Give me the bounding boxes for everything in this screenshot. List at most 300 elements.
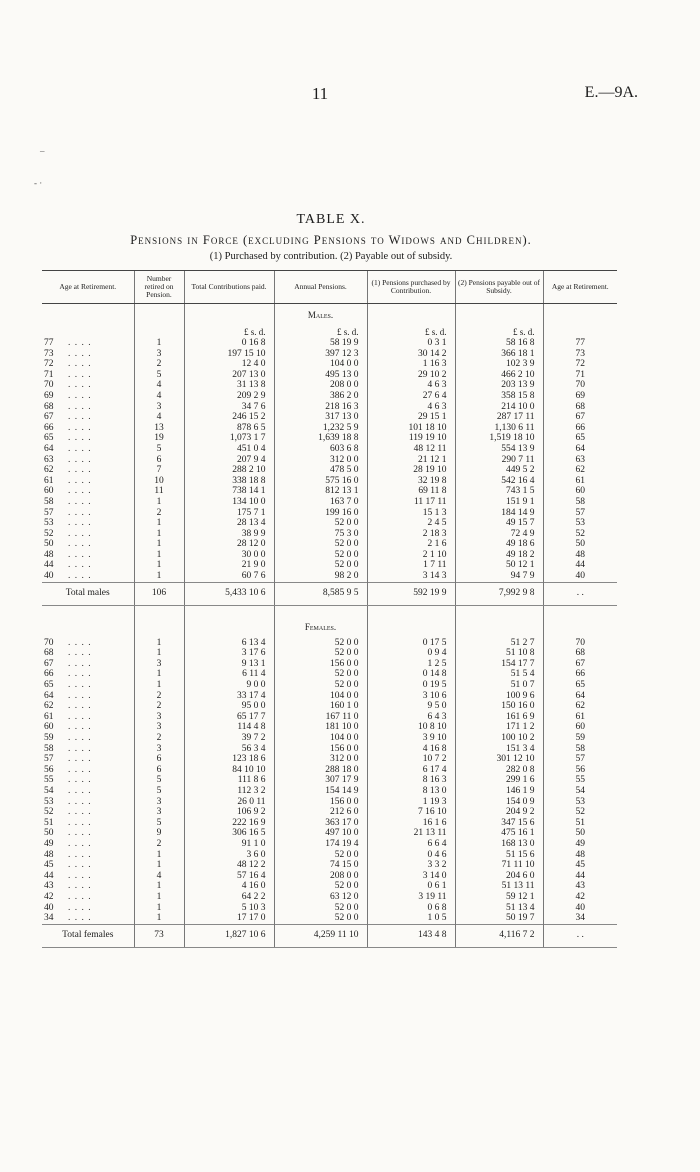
total-number: 73	[134, 924, 184, 947]
age-value: 66	[44, 422, 54, 433]
age-right-cell: 53	[543, 797, 617, 808]
annual-cell: 1,232 5 9	[274, 423, 367, 434]
table-row	[42, 529, 617, 540]
age-value: 48	[44, 849, 54, 860]
purchased-cell: 28 19 10	[367, 465, 455, 476]
header-number: Number retired on Pension.	[134, 271, 184, 304]
leader-dots: . . . .	[68, 412, 92, 423]
age-right-cell: 73	[543, 349, 617, 360]
age-right-cell: 50	[543, 539, 617, 550]
subsidy-cell: 154 17 7	[455, 659, 543, 670]
subsidy-cell: 150 16 0	[455, 701, 543, 712]
leader-dots: . . . .	[68, 913, 92, 924]
table-row	[42, 412, 617, 423]
purchased-cell: 1 19 3	[367, 797, 455, 808]
contributions-cell: 288 2 10	[184, 465, 274, 476]
age-cell	[42, 338, 134, 349]
subsidy-cell: 71 11 10	[455, 860, 543, 871]
subsidy-cell: 102 3 9	[455, 359, 543, 370]
contributions-cell: 197 15 10	[184, 349, 274, 360]
total-purchased: 592 19 9	[367, 582, 455, 605]
age-cell	[42, 539, 134, 550]
annual-cell: 58 19 9	[274, 338, 367, 349]
age-value: 61	[44, 711, 54, 722]
purchased-cell: 3 10 6	[367, 691, 455, 702]
age-cell	[42, 691, 134, 702]
annual-cell: 163 7 0	[274, 497, 367, 508]
table-row	[42, 497, 617, 508]
table-row	[42, 903, 617, 914]
subsidy-cell: 151 9 1	[455, 497, 543, 508]
subsidy-cell: 554 13 9	[455, 444, 543, 455]
contributions-cell: 209 2 9	[184, 391, 274, 402]
age-cell	[42, 433, 134, 444]
age-right-cell: 52	[543, 529, 617, 540]
purchased-cell: 6 17 4	[367, 765, 455, 776]
table-row	[42, 550, 617, 561]
age-right-cell: 43	[543, 881, 617, 892]
leader-dots: . . . .	[68, 881, 92, 892]
age-right-cell: 58	[543, 497, 617, 508]
contributions-cell: 738 14 1	[184, 486, 274, 497]
leader-dots: . . . .	[68, 348, 92, 359]
subsidy-cell: 1,130 6 11	[455, 423, 543, 434]
header-contributions: Total Contributions paid.	[184, 271, 274, 304]
number-cell: 1	[134, 850, 184, 861]
units-row	[42, 326, 617, 338]
number-cell: 6	[134, 455, 184, 466]
age-value: 67	[44, 658, 54, 669]
section-heading-row	[42, 304, 617, 327]
table-row	[42, 560, 617, 571]
annual-cell: 156 0 0	[274, 659, 367, 670]
age-value: 42	[44, 891, 54, 902]
age-cell	[42, 518, 134, 529]
age-cell	[42, 359, 134, 370]
number-cell: 1	[134, 881, 184, 892]
contributions-cell: 12 4 0	[184, 359, 274, 370]
number-cell: 3	[134, 349, 184, 360]
annual-cell: 181 10 0	[274, 722, 367, 733]
contributions-cell: 5 10 3	[184, 903, 274, 914]
purchased-cell: 9 5 0	[367, 701, 455, 712]
number-cell: 19	[134, 433, 184, 444]
annual-cell: 812 13 1	[274, 486, 367, 497]
age-cell	[42, 733, 134, 744]
number-cell: 3	[134, 807, 184, 818]
contributions-cell: 0 16 8	[184, 338, 274, 349]
annual-cell: 208 0 0	[274, 871, 367, 882]
age-value: 56	[44, 764, 54, 775]
age-value: 68	[44, 648, 54, 659]
table-row	[42, 722, 617, 733]
table-row	[42, 860, 617, 871]
age-value: 43	[44, 881, 54, 892]
age-cell	[42, 391, 134, 402]
age-right-cell: 48	[543, 550, 617, 561]
purchased-cell: 2 1 10	[367, 550, 455, 561]
contributions-cell: 30 0 0	[184, 550, 274, 561]
age-right-cell: 62	[543, 701, 617, 712]
age-cell	[42, 669, 134, 680]
age-right-cell: 62	[543, 465, 617, 476]
number-cell: 5	[134, 818, 184, 829]
units-label: £ s. d.	[274, 326, 367, 338]
table-row	[42, 744, 617, 755]
subsidy-cell: 203 13 9	[455, 380, 543, 391]
total-contributions: 5,433 10 6	[184, 582, 274, 605]
age-cell	[42, 476, 134, 487]
number-cell: 1	[134, 860, 184, 871]
contributions-cell: 6 11 4	[184, 669, 274, 680]
annual-cell: 156 0 0	[274, 744, 367, 755]
stray-mark: ‒	[40, 146, 45, 156]
table-row	[42, 881, 617, 892]
subsidy-cell: 72 4 9	[455, 529, 543, 540]
age-right-cell: 77	[543, 338, 617, 349]
page-number: 11	[311, 84, 329, 103]
age-value: 64	[44, 443, 54, 454]
age-cell	[42, 571, 134, 582]
leader-dots: . . . .	[68, 733, 92, 743]
subsidy-cell: 49 15 7	[455, 518, 543, 529]
purchased-cell: 1 2 5	[367, 659, 455, 670]
number-cell: 7	[134, 465, 184, 476]
number-cell: 3	[134, 402, 184, 413]
age-right-cell: 68	[543, 648, 617, 659]
annual-cell: 167 11 0	[274, 712, 367, 723]
number-cell: 1	[134, 892, 184, 903]
age-right-cell: 66	[543, 669, 617, 680]
contributions-cell: 134 10 0	[184, 497, 274, 508]
subsidy-cell: 358 15 8	[455, 391, 543, 402]
total-subsidy: 7,992 9 8	[455, 582, 543, 605]
leader-dots: . . . .	[68, 539, 92, 550]
contributions-cell: 9 13 1	[184, 659, 274, 670]
age-value: 55	[44, 775, 54, 786]
contributions-cell: 17 17 0	[184, 913, 274, 924]
purchased-cell: 10 8 10	[367, 722, 455, 733]
annual-cell: 218 16 3	[274, 402, 367, 413]
annual-cell: 363 17 0	[274, 818, 367, 829]
age-right-cell: 70	[543, 638, 617, 649]
age-cell	[42, 744, 134, 755]
subsidy-cell: 50 19 7	[455, 913, 543, 924]
subsidy-cell: 184 14 9	[455, 508, 543, 519]
age-value: 59	[44, 733, 54, 743]
section-heading-row	[42, 616, 617, 638]
age-value: 65	[44, 433, 54, 444]
age-value: 52	[44, 807, 54, 818]
purchased-cell: 101 18 10	[367, 423, 455, 434]
annual-cell: 104 0 0	[274, 359, 367, 370]
table-row	[42, 850, 617, 861]
number-cell: 1	[134, 680, 184, 691]
contributions-cell: 28 12 0	[184, 539, 274, 550]
table-row	[42, 380, 617, 391]
leader-dots: . . . .	[68, 359, 92, 370]
table-row	[42, 486, 617, 497]
purchased-cell: 21 13 11	[367, 828, 455, 839]
contributions-cell: 1,073 1 7	[184, 433, 274, 444]
purchased-cell: 1 7 11	[367, 560, 455, 571]
contributions-cell: 31 13 8	[184, 380, 274, 391]
age-value: 57	[44, 507, 54, 518]
subsidy-cell: 290 7 11	[455, 455, 543, 466]
table-row	[42, 433, 617, 444]
number-cell: 4	[134, 391, 184, 402]
leader-dots: . . . .	[68, 528, 92, 539]
age-right-cell: 54	[543, 786, 617, 797]
subsidy-cell: 59 12 1	[455, 892, 543, 903]
subsidy-cell: 475 16 1	[455, 828, 543, 839]
age-value: 63	[44, 454, 54, 465]
leader-dots: . . . .	[68, 443, 92, 454]
purchased-cell: 0 6 8	[367, 903, 455, 914]
table-row	[42, 508, 617, 519]
table-row	[42, 476, 617, 487]
leader-dots: . . . .	[68, 507, 92, 518]
purchased-cell: 0 3 1	[367, 338, 455, 349]
age-right-cell: 45	[543, 860, 617, 871]
age-value: 57	[44, 754, 54, 765]
table-row	[42, 648, 617, 659]
annual-cell: 603 6 8	[274, 444, 367, 455]
age-cell	[42, 807, 134, 818]
total-males-row	[42, 582, 617, 605]
age-cell	[42, 444, 134, 455]
age-right-cell: 69	[543, 391, 617, 402]
contributions-cell: 306 16 5	[184, 828, 274, 839]
purchased-cell: 3 3 2	[367, 860, 455, 871]
table-row	[42, 402, 617, 413]
annual-cell: 52 0 0	[274, 539, 367, 550]
age-value: 62	[44, 465, 54, 476]
age-value: 54	[44, 785, 54, 796]
purchased-cell: 0 14 8	[367, 669, 455, 680]
number-cell: 13	[134, 423, 184, 434]
annual-cell: 75 3 0	[274, 529, 367, 540]
age-right-cell: 44	[543, 871, 617, 882]
table-row	[42, 775, 617, 786]
age-value: 50	[44, 539, 54, 550]
number-cell: 5	[134, 370, 184, 381]
age-right-cell: 48	[543, 850, 617, 861]
age-cell	[42, 892, 134, 903]
annual-cell: 478 5 0	[274, 465, 367, 476]
contributions-cell: 222 16 9	[184, 818, 274, 829]
age-value: 69	[44, 390, 54, 401]
age-right-cell: 60	[543, 486, 617, 497]
age-cell	[42, 349, 134, 360]
number-cell: 1	[134, 529, 184, 540]
leader-dots: . . . .	[68, 754, 92, 765]
pensions-table	[42, 270, 617, 948]
subsidy-cell: 51 15 6	[455, 850, 543, 861]
leader-dots: . . . .	[68, 870, 92, 881]
annual-cell: 52 0 0	[274, 903, 367, 914]
total-number: 106	[134, 582, 184, 605]
number-cell: 1	[134, 550, 184, 561]
number-cell: 4	[134, 871, 184, 882]
number-cell: 3	[134, 659, 184, 670]
age-right-cell: 67	[543, 659, 617, 670]
purchased-cell: 3 14 3	[367, 571, 455, 582]
leader-dots: . . . .	[68, 390, 92, 401]
subsidy-cell: 100 9 6	[455, 691, 543, 702]
annual-cell: 288 18 0	[274, 765, 367, 776]
age-right-cell: 40	[543, 571, 617, 582]
number-cell: 10	[134, 476, 184, 487]
annual-cell: 52 0 0	[274, 881, 367, 892]
age-value: 52	[44, 528, 54, 539]
leader-dots: . . . .	[68, 571, 92, 582]
age-value: 66	[44, 669, 54, 680]
purchased-cell: 2 4 5	[367, 518, 455, 529]
age-cell	[42, 560, 134, 571]
purchased-cell: 1 0 5	[367, 913, 455, 924]
age-right-cell: 66	[543, 423, 617, 434]
contributions-cell: 4 16 0	[184, 881, 274, 892]
number-cell: 1	[134, 648, 184, 659]
number-cell: 1	[134, 913, 184, 924]
subsidy-cell: 49 18 2	[455, 550, 543, 561]
table-row	[42, 691, 617, 702]
table-row	[42, 680, 617, 691]
table-row	[42, 423, 617, 434]
age-right-cell: 64	[543, 691, 617, 702]
contributions-cell: 123 18 6	[184, 754, 274, 765]
leader-dots: . . . .	[68, 380, 92, 391]
table-row	[42, 871, 617, 882]
purchased-cell: 0 9 4	[367, 648, 455, 659]
purchased-cell: 6 6 4	[367, 839, 455, 850]
table-row	[42, 754, 617, 765]
age-cell	[42, 455, 134, 466]
number-cell: 2	[134, 839, 184, 850]
purchased-cell: 4 6 3	[367, 380, 455, 391]
total-age-blank: . .	[543, 924, 617, 947]
contributions-cell: 60 7 6	[184, 571, 274, 582]
table-row	[42, 786, 617, 797]
leader-dots: . . . .	[68, 902, 92, 913]
age-cell	[42, 860, 134, 871]
age-cell	[42, 648, 134, 659]
number-cell: 4	[134, 412, 184, 423]
age-cell	[42, 465, 134, 476]
age-value: 77	[44, 338, 54, 348]
age-value: 40	[44, 571, 54, 582]
subsidy-cell: 449 5 2	[455, 465, 543, 476]
age-cell	[42, 680, 134, 691]
subsidy-cell: 301 12 10	[455, 754, 543, 765]
leader-dots: . . . .	[68, 549, 92, 560]
purchased-cell: 3 19 11	[367, 892, 455, 903]
table-row	[42, 807, 617, 818]
purchased-cell: 8 13 0	[367, 786, 455, 797]
age-right-cell: 49	[543, 839, 617, 850]
subsidy-cell: 161 6 9	[455, 712, 543, 723]
number-cell: 2	[134, 691, 184, 702]
age-value: 58	[44, 496, 54, 507]
age-right-cell: 53	[543, 518, 617, 529]
age-right-cell: 52	[543, 807, 617, 818]
contributions-cell: 56 3 4	[184, 744, 274, 755]
purchased-cell: 21 12 1	[367, 455, 455, 466]
annual-cell: 307 17 9	[274, 775, 367, 786]
age-value: 50	[44, 828, 54, 839]
annual-cell: 174 19 4	[274, 839, 367, 850]
number-cell: 1	[134, 539, 184, 550]
number-cell: 3	[134, 722, 184, 733]
contributions-cell: 39 7 2	[184, 733, 274, 744]
purchased-cell: 29 10 2	[367, 370, 455, 381]
leader-dots: . . . .	[68, 838, 92, 849]
purchased-cell: 69 11 8	[367, 486, 455, 497]
annual-cell: 312 0 0	[274, 754, 367, 765]
subsidy-cell: 151 3 4	[455, 744, 543, 755]
age-right-cell: 40	[543, 903, 617, 914]
age-cell	[42, 380, 134, 391]
units-label: £ s. d.	[367, 326, 455, 338]
age-right-cell: 64	[543, 444, 617, 455]
number-cell: 1	[134, 497, 184, 508]
age-cell	[42, 754, 134, 765]
total-annual: 4,259 11 10	[274, 924, 367, 947]
purchased-cell: 10 7 2	[367, 754, 455, 765]
age-value: 70	[44, 637, 54, 648]
annual-cell: 52 0 0	[274, 550, 367, 561]
subsidy-cell: 542 16 4	[455, 476, 543, 487]
table-row	[42, 465, 617, 476]
table-row	[42, 444, 617, 455]
number-cell: 1	[134, 669, 184, 680]
purchased-cell: 0 19 5	[367, 680, 455, 691]
total-females-row	[42, 924, 617, 947]
contributions-cell: 33 17 4	[184, 691, 274, 702]
age-value: 40	[44, 902, 54, 913]
purchased-cell: 4 16 8	[367, 744, 455, 755]
age-value: 58	[44, 743, 54, 754]
age-value: 34	[44, 913, 54, 924]
units-label: £ s. d.	[455, 326, 543, 338]
leader-dots: . . . .	[68, 828, 92, 839]
age-value: 61	[44, 475, 54, 486]
annual-cell: 52 0 0	[274, 518, 367, 529]
contributions-cell: 48 12 2	[184, 860, 274, 871]
subsidy-cell: 51 0 7	[455, 680, 543, 691]
age-cell	[42, 659, 134, 670]
subsidy-cell: 49 18 6	[455, 539, 543, 550]
leader-dots: . . . .	[68, 369, 92, 380]
age-right-cell: 42	[543, 892, 617, 903]
purchased-cell: 15 1 3	[367, 508, 455, 519]
subsidy-cell: 154 0 9	[455, 797, 543, 808]
age-cell	[42, 638, 134, 649]
contributions-cell: 207 9 4	[184, 455, 274, 466]
annual-cell: 52 0 0	[274, 638, 367, 649]
annual-cell: 208 0 0	[274, 380, 367, 391]
age-value: 73	[44, 348, 54, 359]
age-right-cell: 60	[543, 722, 617, 733]
number-cell: 1	[134, 518, 184, 529]
contributions-cell: 38 9 9	[184, 529, 274, 540]
age-right-cell: 61	[543, 476, 617, 487]
number-cell: 2	[134, 733, 184, 744]
subsidy-cell: 168 13 0	[455, 839, 543, 850]
header-age: Age at Retirement.	[42, 271, 134, 304]
total-annual: 8,585 9 5	[274, 582, 367, 605]
